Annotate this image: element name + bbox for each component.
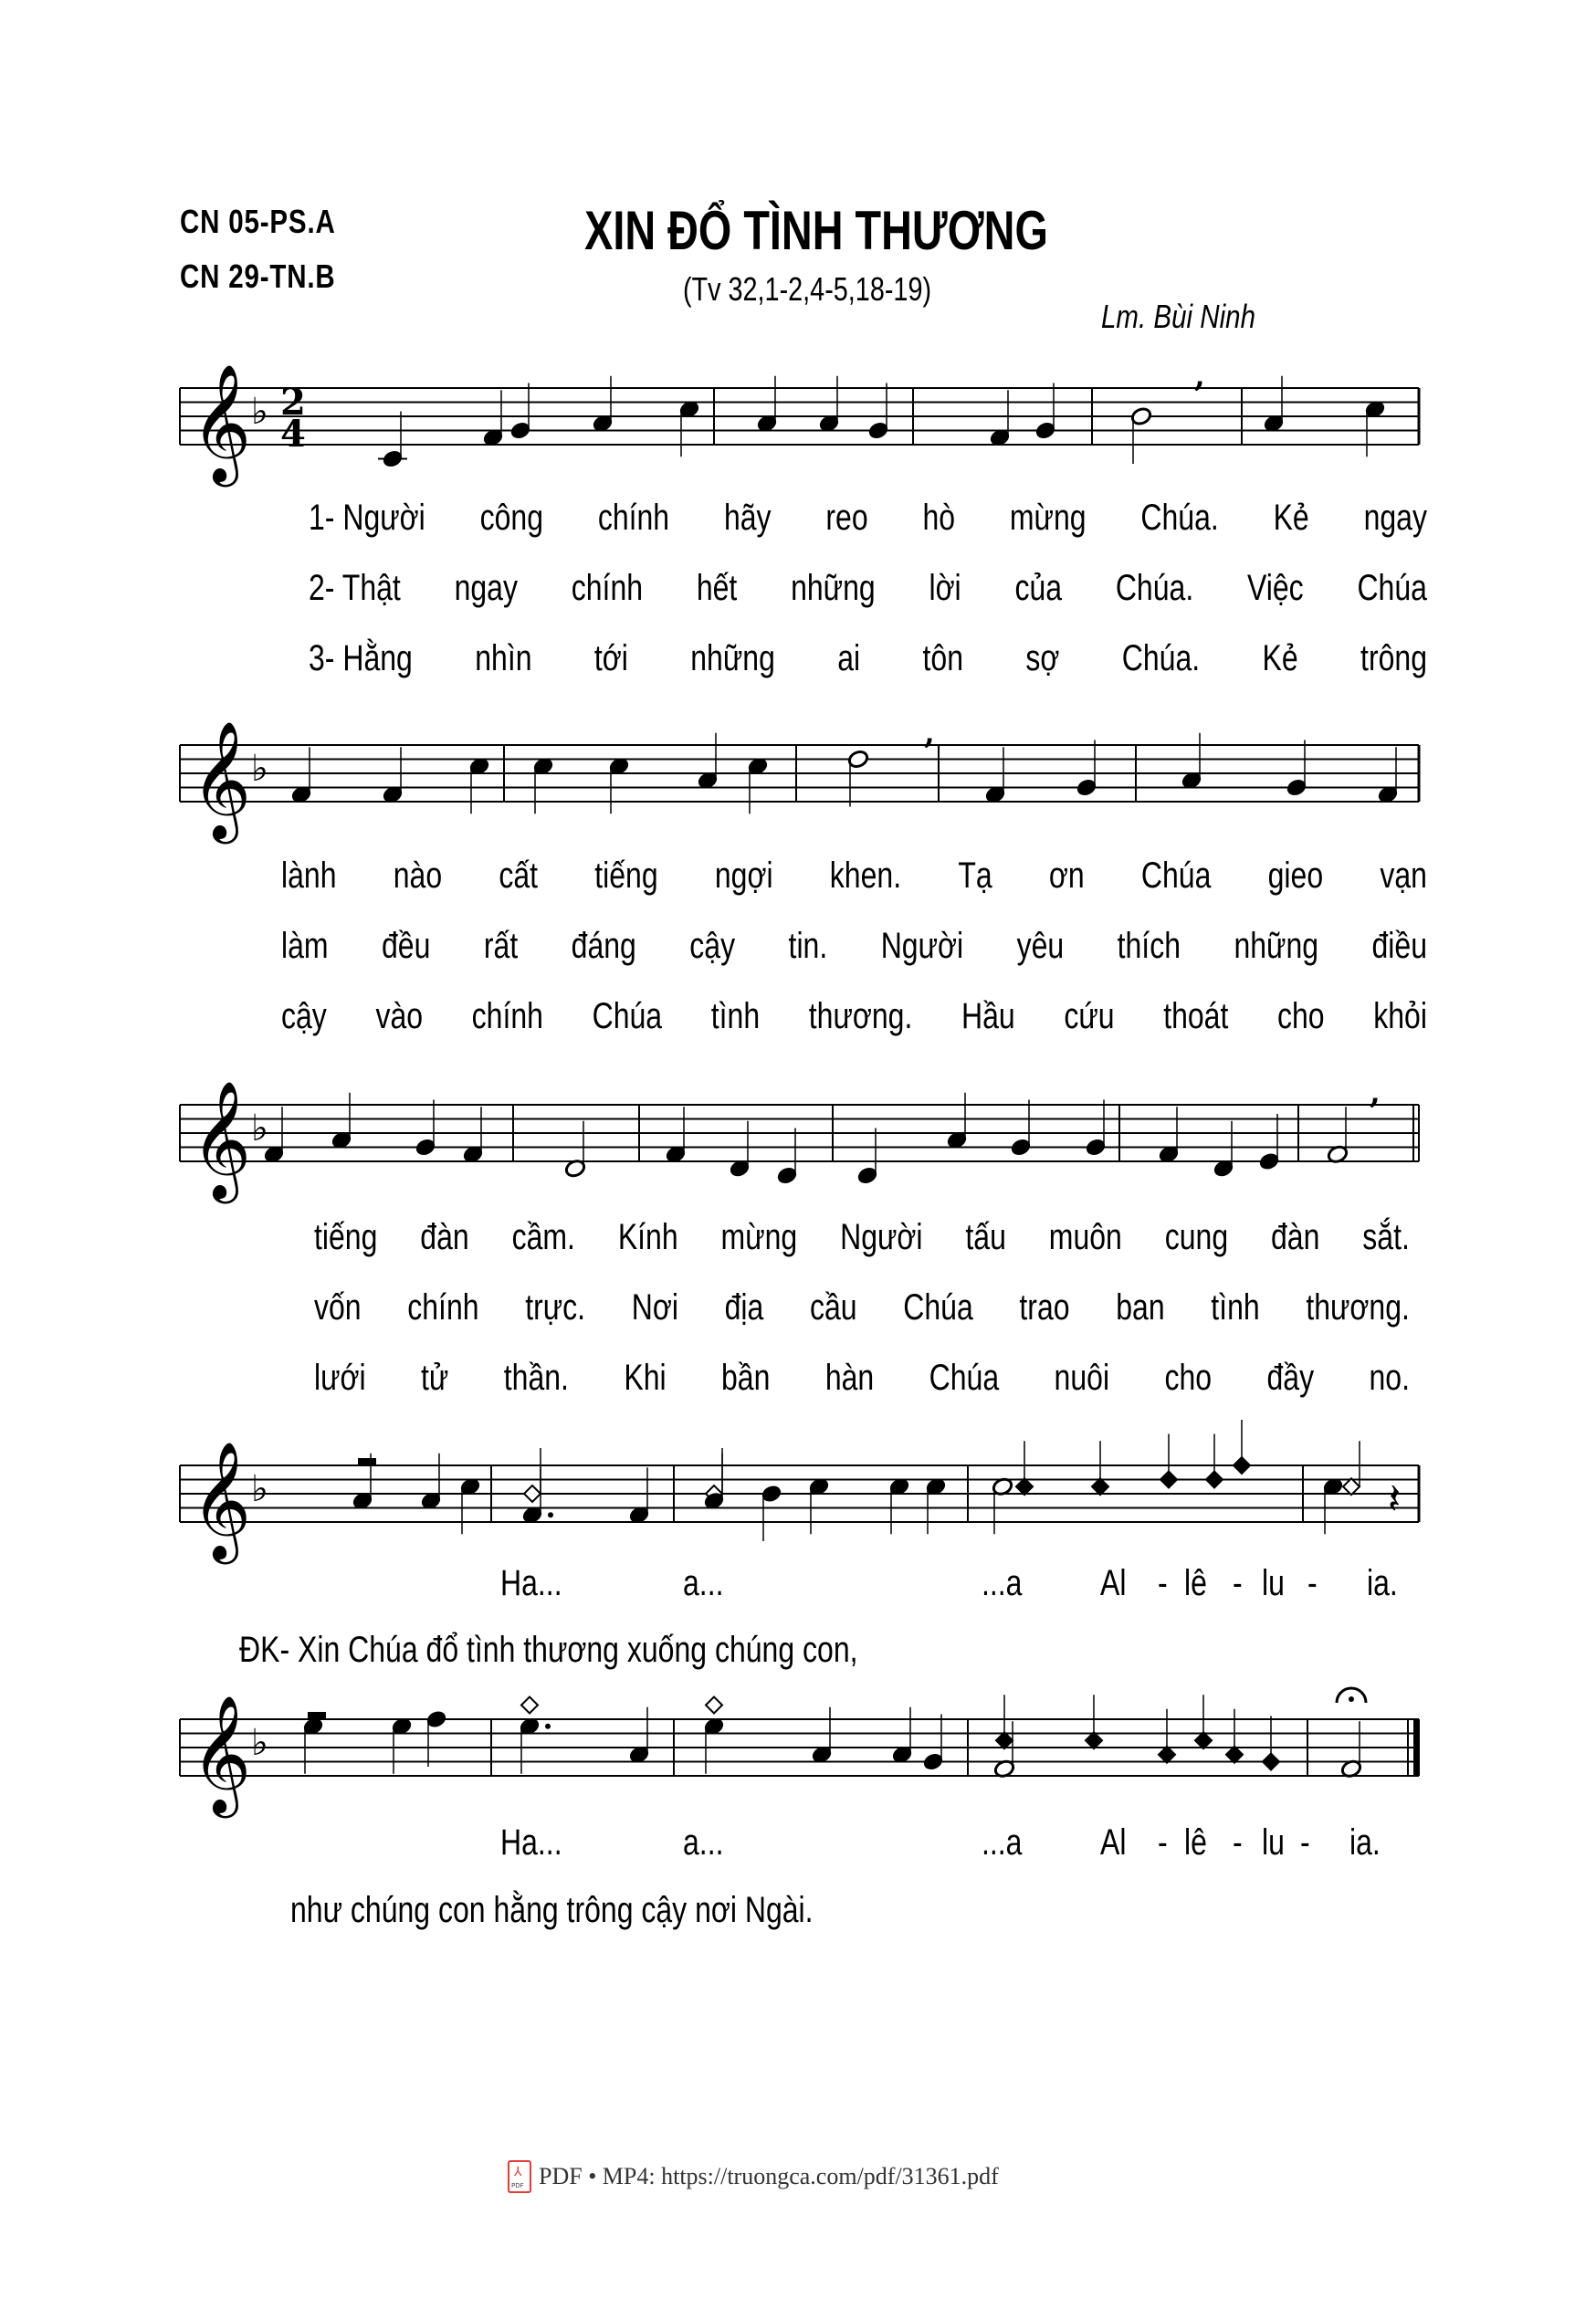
alleluia-syllable: - bbox=[1233, 1822, 1243, 1863]
lyric-word: lời bbox=[929, 568, 961, 608]
breath-mark-icon: , bbox=[924, 715, 935, 751]
lyric-word: vạn bbox=[1380, 856, 1427, 896]
verse-continuation-b-1 bbox=[314, 1217, 1410, 1258]
lyric-word: ngay bbox=[1363, 498, 1427, 538]
lyric-word: đàn bbox=[1271, 1217, 1320, 1257]
lyric-word: tấu bbox=[965, 1217, 1006, 1257]
lyric-word: nào bbox=[393, 856, 443, 896]
lyric-word: Chúa bbox=[1357, 568, 1427, 608]
lyric-word: đàn bbox=[420, 1217, 469, 1257]
lyric-word: tình bbox=[710, 996, 761, 1036]
lyric-word: những bbox=[690, 638, 775, 678]
lyric-word: cho bbox=[1164, 1358, 1213, 1398]
lyric-word: 1- Người bbox=[309, 498, 425, 538]
lyric-word: bần bbox=[721, 1358, 771, 1398]
time-signature-bottom: 4 bbox=[280, 413, 306, 456]
lyric-word: nuôi bbox=[1054, 1358, 1110, 1398]
treble-clef-icon: 𝄞 bbox=[191, 1441, 252, 1559]
lyric-word: tới bbox=[593, 638, 628, 678]
lyric-word: Kẻ bbox=[1262, 638, 1298, 678]
diamond-notehead-icon bbox=[706, 1697, 722, 1714]
lyric-word: tiếng bbox=[594, 856, 658, 896]
lyric-word: Chúa bbox=[929, 1358, 1000, 1398]
lyric-word: khỏi bbox=[1373, 996, 1427, 1036]
alleluia-syllable: Al bbox=[1100, 1563, 1127, 1603]
flat-key-signature-icon: ♭ bbox=[251, 1108, 268, 1150]
lyric-word: tình bbox=[1211, 1287, 1260, 1328]
diamond-notehead-icon bbox=[1343, 1478, 1360, 1495]
lyric-word: 2- Thật bbox=[309, 568, 401, 608]
lyric-word: yêu bbox=[1016, 926, 1065, 966]
footer-text: PDF • MP4: https://truongca.com/pdf/31361.pdf bbox=[539, 2163, 999, 2189]
fermata-dot bbox=[1349, 1696, 1354, 1702]
lyric-word: vào bbox=[375, 996, 424, 1036]
lyric-word: Chúa bbox=[903, 1287, 973, 1328]
verse-continuation-b-2 bbox=[314, 1287, 1410, 1328]
verse-line-1 bbox=[309, 498, 1427, 539]
lyric-word: tôn bbox=[922, 638, 964, 678]
lyric-word: cung bbox=[1164, 1217, 1229, 1257]
lyric-word: hàn bbox=[824, 1358, 875, 1398]
lyric-word: hết bbox=[696, 568, 738, 608]
lyric-word: mừng bbox=[1009, 498, 1087, 538]
treble-clef-icon: 𝄞 bbox=[191, 363, 252, 482]
lyric-word: trông bbox=[1360, 638, 1427, 678]
lyric-word: Chúa. bbox=[1121, 638, 1201, 678]
lyric-word: cầu bbox=[809, 1287, 857, 1328]
lyric-word: đáng bbox=[571, 926, 636, 966]
staff-system-2 bbox=[180, 715, 1419, 845]
alleluia-syllable: - bbox=[1233, 1563, 1243, 1603]
lyric-word: đầy bbox=[1266, 1358, 1315, 1398]
alleluia-syllable: - bbox=[1300, 1822, 1310, 1863]
alleluia-syllable: lê bbox=[1184, 1563, 1207, 1603]
lyric-word: lành bbox=[281, 856, 337, 896]
lyric-word: làm bbox=[281, 926, 329, 966]
lyric-word: tử bbox=[421, 1358, 449, 1398]
lyric-word: tiếng bbox=[314, 1217, 378, 1257]
lyric-word: thoát bbox=[1163, 996, 1229, 1036]
lyric-word: chính bbox=[471, 996, 543, 1036]
lyric-word: cậy bbox=[689, 926, 736, 966]
lyric-word: Khi bbox=[624, 1358, 667, 1398]
verse-continuation-a-3 bbox=[281, 996, 1427, 1037]
liturgical-code-2: CN 29-TN.B bbox=[180, 257, 336, 295]
liturgical-code-1: CN 05-PS.A bbox=[180, 203, 336, 240]
lyric-word: Chúa bbox=[1140, 856, 1212, 896]
composer-name: Lm. Bùi Ninh bbox=[1101, 298, 1255, 335]
treble-clef-icon: 𝄞 bbox=[191, 720, 252, 839]
lyric-word: của bbox=[1014, 568, 1063, 608]
final-barline-thick bbox=[1413, 1719, 1420, 1776]
psalm-reference: (Tv 32,1-2,4-5,18-19) bbox=[682, 270, 932, 308]
alleluia-syllable: Ha... bbox=[500, 1563, 562, 1603]
verse-line-2 bbox=[309, 568, 1427, 609]
treble-clef-icon: 𝄞 bbox=[191, 1080, 252, 1199]
lyric-word: rất bbox=[483, 926, 519, 966]
flat-key-signature-icon: ♭ bbox=[251, 1722, 268, 1764]
diamond-notehead-icon bbox=[521, 1697, 538, 1714]
alleluia-syllable: - bbox=[1158, 1563, 1168, 1603]
lyric-word: thương. bbox=[808, 996, 913, 1036]
alleluia-syllable: lu bbox=[1262, 1822, 1285, 1863]
lyric-word: trao bbox=[1019, 1287, 1070, 1328]
staff-system-3 bbox=[180, 1075, 1419, 1204]
lyric-word: ngay bbox=[454, 568, 518, 608]
lyric-word: thần. bbox=[503, 1358, 569, 1398]
alleluia-syllable: a... bbox=[683, 1563, 724, 1603]
lyric-word: muôn bbox=[1048, 1217, 1122, 1257]
lyric-word: sợ bbox=[1025, 638, 1060, 678]
lyric-word: sắt. bbox=[1362, 1217, 1410, 1257]
alleluia-syllable: ...a bbox=[982, 1822, 1023, 1863]
rest-icon bbox=[358, 1458, 376, 1465]
lyric-word: thương. bbox=[1306, 1287, 1410, 1328]
lyric-word: chính bbox=[407, 1287, 479, 1328]
time-signature-top: 2 bbox=[280, 381, 306, 424]
lyric-word: Người bbox=[840, 1217, 923, 1257]
lyric-word: cứu bbox=[1064, 996, 1115, 1036]
dot-icon bbox=[545, 1724, 551, 1729]
verse-line-3 bbox=[309, 638, 1427, 679]
lyric-word: cậy bbox=[281, 996, 327, 1036]
lyric-word: Chúa. bbox=[1115, 568, 1194, 608]
lyric-word: tin. bbox=[788, 926, 828, 966]
alleluia-syllable: ia. bbox=[1349, 1822, 1381, 1863]
lyric-word: điều bbox=[1371, 926, 1427, 966]
lyric-word: vốn bbox=[314, 1287, 362, 1328]
staff-system-1 bbox=[180, 358, 1419, 488]
alleluia-syllable: lu bbox=[1262, 1563, 1285, 1603]
lyric-word: đều bbox=[382, 926, 431, 966]
refrain-line-2: như chúng con hằng trông cậy nơi Ngài. bbox=[290, 1890, 814, 1930]
dot-icon bbox=[548, 1512, 553, 1517]
lyric-word: khen. bbox=[829, 856, 902, 896]
alleluia-syllable: - bbox=[1307, 1563, 1318, 1603]
alleluia-syllable: Al bbox=[1100, 1822, 1127, 1863]
lyric-word: Kính bbox=[617, 1217, 678, 1257]
lyric-word: reo bbox=[825, 498, 868, 538]
lyric-word: Việc bbox=[1247, 568, 1304, 608]
lyric-word: Kẻ bbox=[1273, 498, 1309, 538]
lyric-word: cầm. bbox=[511, 1217, 575, 1257]
lyric-word: ơn bbox=[1048, 856, 1085, 896]
lyric-word: no. bbox=[1369, 1358, 1410, 1398]
lyric-word: hò bbox=[922, 498, 956, 538]
lyric-word: ai bbox=[837, 638, 861, 678]
lyric-word: ban bbox=[1116, 1287, 1165, 1328]
breath-mark-icon: , bbox=[1194, 358, 1205, 394]
lyric-word: nhìn bbox=[475, 638, 532, 678]
song-title: XIN ĐỔ TÌNH THƯƠNG bbox=[584, 200, 1048, 261]
flat-key-signature-icon: ♭ bbox=[251, 1468, 268, 1510]
alleluia-syllable: Ha... bbox=[500, 1822, 562, 1863]
lyric-word: cất bbox=[499, 856, 539, 896]
footer-link[interactable] bbox=[508, 2160, 999, 2193]
lyric-word: trực. bbox=[525, 1287, 586, 1328]
alleluia-syllable: lê bbox=[1184, 1822, 1207, 1863]
rest-icon bbox=[308, 1712, 326, 1719]
lyric-word: Chúa. bbox=[1140, 498, 1219, 538]
lyric-word: những bbox=[1234, 926, 1319, 966]
lyric-word: chính bbox=[597, 498, 670, 538]
pdf-file-icon: ⅄ PDF bbox=[508, 2160, 531, 2193]
lyric-word: chính bbox=[571, 568, 644, 608]
treble-clef-icon: 𝄞 bbox=[191, 1695, 252, 1813]
lyric-word: lưới bbox=[314, 1358, 366, 1398]
staff-system-4 bbox=[180, 1420, 1419, 1565]
alleluia-syllable: ia. bbox=[1367, 1563, 1398, 1603]
lyric-word: 3- Hằng bbox=[309, 638, 413, 678]
lyric-word: hãy bbox=[723, 498, 772, 538]
lyric-word: Người bbox=[880, 926, 964, 966]
flat-key-signature-icon: ♭ bbox=[251, 748, 268, 790]
alleluia-syllable: - bbox=[1158, 1822, 1168, 1863]
verse-continuation-b-3 bbox=[314, 1358, 1410, 1399]
lyric-word: Hầu bbox=[961, 996, 1015, 1036]
lyric-word: Tạ bbox=[958, 856, 992, 896]
breath-mark-icon: , bbox=[1370, 1075, 1381, 1111]
staff-system-5 bbox=[180, 1688, 1420, 1819]
lyric-word: công bbox=[479, 498, 543, 538]
alleluia-syllable: a... bbox=[683, 1822, 724, 1863]
alleluia-syllable: ...a bbox=[982, 1563, 1023, 1603]
lyric-word: mừng bbox=[720, 1217, 798, 1257]
verse-continuation-a-1 bbox=[281, 856, 1427, 897]
lyric-word: thích bbox=[1117, 926, 1181, 966]
verse-continuation-a-2 bbox=[281, 926, 1427, 967]
flat-key-signature-icon: ♭ bbox=[251, 391, 268, 433]
lyric-word: Nơi bbox=[631, 1287, 678, 1328]
lyric-word: cho bbox=[1277, 996, 1325, 1036]
diamond-notehead-icon bbox=[524, 1485, 541, 1502]
lyric-word: những bbox=[791, 568, 876, 608]
quarter-rest-icon: 𝄽 bbox=[1388, 1474, 1402, 1524]
lyric-word: Chúa bbox=[592, 996, 663, 1036]
lyric-word: ngợi bbox=[714, 856, 773, 896]
lyric-word: gieo bbox=[1267, 856, 1324, 896]
refrain-line-1: ĐK- Xin Chúa đổ tình thương xuống chúng con, bbox=[239, 1630, 858, 1670]
lyric-word: địa bbox=[724, 1287, 764, 1328]
